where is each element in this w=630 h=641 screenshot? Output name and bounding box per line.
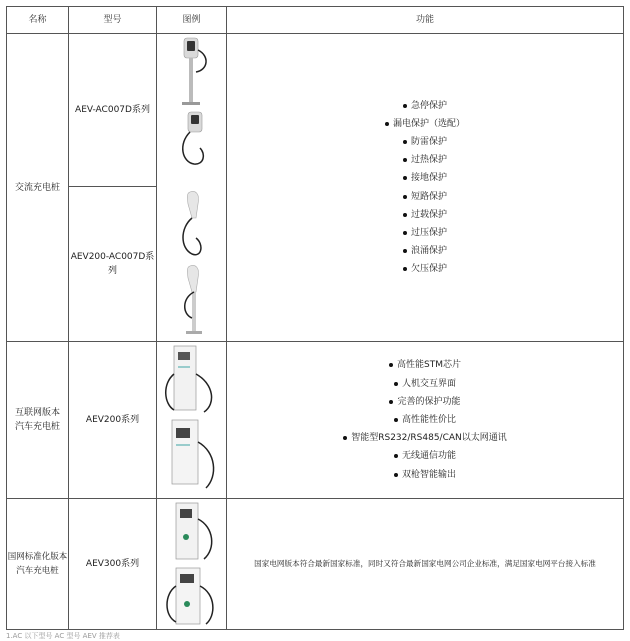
feature-item: 过热保护 <box>403 151 447 169</box>
bullet-icon <box>394 473 398 477</box>
national-name: 国网标准化版本 汽车充电桩 <box>7 552 68 576</box>
bullet-icon <box>403 267 407 271</box>
national-function: 国家电网版本符合最新国家标准，同时又符合最新国家电网公司企业标准，满足国家电网平台接入标准 <box>254 559 596 568</box>
feature-item: 接地保护 <box>403 169 447 187</box>
bullet-icon <box>403 195 407 199</box>
dc-charger-image-2 <box>160 418 224 492</box>
ac-model-1: AEV-AC007D系列 <box>75 105 150 115</box>
national-model: AEV300系列 <box>85 559 140 569</box>
feature-item: 过载保护 <box>403 206 447 224</box>
footer-note: 1.AC 以下型号 AC 型号 AEV 推荐表 <box>6 632 120 640</box>
feature-item: 漏电保护（选配） <box>385 115 465 133</box>
bullet-icon <box>394 454 398 458</box>
slim-charger-image <box>174 188 214 264</box>
slim-pedestal-image <box>174 262 214 338</box>
bullet-icon <box>394 418 398 422</box>
bullet-icon <box>403 213 407 217</box>
feature-item: 浪涌保护 <box>403 242 447 260</box>
national-charger-image-2 <box>162 564 222 628</box>
bullet-icon <box>403 140 407 144</box>
dc-charger-image <box>160 344 224 416</box>
feature-item: 短路保护 <box>403 188 447 206</box>
feature-item: 双枪智能输出 <box>394 465 456 483</box>
bullet-icon <box>343 436 347 440</box>
ac-name: 交流充电桩 <box>14 182 60 193</box>
bullet-icon <box>403 231 407 235</box>
feature-item: 人机交互界面 <box>394 375 456 393</box>
feature-item: 智能型RS232/RS485/CAN以太网通讯 <box>343 429 507 447</box>
feature-item: 高性能性价比 <box>394 411 456 429</box>
ac-model-2: AEV200-AC007D系列 <box>70 252 155 276</box>
feature-item: 完善的保护功能 <box>389 393 460 411</box>
feature-item: 防雷保护 <box>403 133 447 151</box>
feature-item: 无线通信功能 <box>394 447 456 465</box>
bullet-icon <box>403 158 407 162</box>
bullet-icon <box>389 400 393 404</box>
bullet-icon <box>403 176 407 180</box>
internet-feature-list <box>227 342 623 498</box>
header-image: 图例 <box>182 15 201 25</box>
bullet-icon <box>394 382 398 386</box>
bullet-icon <box>385 122 389 126</box>
feature-item: 高性能STM芯片 <box>389 356 461 374</box>
national-charger-image <box>162 501 222 563</box>
internet-name: 互联网版本 汽车充电桩 <box>14 408 60 432</box>
header-model: 型号 <box>103 15 122 25</box>
bullet-icon <box>403 249 407 253</box>
feature-item: 过压保护 <box>403 224 447 242</box>
wallbox-pedestal-image <box>170 36 214 108</box>
wallbox-image <box>176 110 214 170</box>
bullet-icon <box>403 104 407 108</box>
bullet-icon <box>389 363 393 367</box>
header-function: 功能 <box>415 15 434 25</box>
feature-item: 急停保护 <box>403 97 447 115</box>
internet-model: AEV200系列 <box>85 415 140 425</box>
ac-feature-list <box>227 34 623 341</box>
feature-item: 欠压保护 <box>403 260 447 278</box>
header-name: 名称 <box>28 15 47 25</box>
